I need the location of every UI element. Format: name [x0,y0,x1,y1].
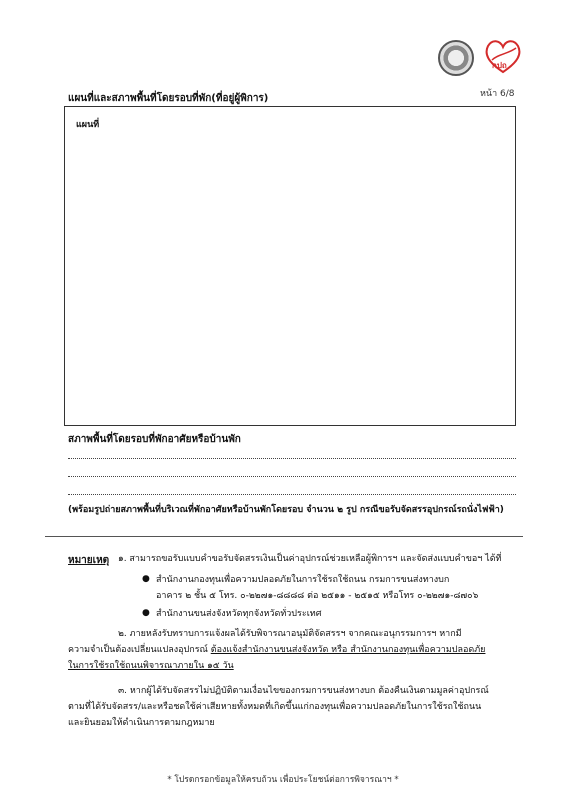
map-box[interactable] [64,106,516,426]
condition-section-title: สภาพพื้นที่โดยรอบที่พักอาศัยหรือบ้านพัก [68,434,241,445]
section-divider [45,536,523,537]
remark-item-3-line-2: ตามที่ได้รับจัดสรร/และหรือชดใช้ค่าเสียหายทั้งหมดที่เกิดขึ้นแก่กองทุนเพื่อความปลอดภัยในการใช้รถใช้ถนน [68,702,482,712]
remark-bullet-1-line-2: อาคาร ๒ ชั้น ๕ โทร. ๐-๒๒๗๑-๘๘๘๘ ต่อ ๒๕๑๑ - ๒๕๑๕ หรือโทร ๐-๒๒๗๑-๘๗๐๖ [156,591,479,601]
remarks-heading: หมายเหตุ [68,555,110,566]
bullet-icon: ● [142,574,150,584]
remark-item-3-line-3: และยินยอมให้ดำเนินการตามกฎหมาย [68,718,215,728]
page-number: หน้า 6/8 [480,89,515,99]
footer-note: * โปรดกรอกข้อมูลให้ครบถ้วน เพื่อประโยชน์ต่อการพิจารณาฯ * [167,775,399,785]
remark-item-2-underlined: ต้องแจ้งสำนักงานขนส่งจังหวัด หรือ สำนักงานกองทุนเพื่อความปลอดภัย [210,645,486,655]
fill-line-3[interactable] [68,494,516,495]
remark-bullet-2: สำนักงานขนส่งจังหวัดทุกจังหวัดทั่วประเทศ [156,609,322,619]
remark-bullet-1-line-1: สำนักงานกองทุนเพื่อความปลอดภัยในการใช้รถใช้ถนน กรมการขนส่งทางบก [156,575,450,585]
remark-item-2-line-1: ๒. ภายหลังรับทราบการแจ้งผลได้รับพิจารณาอนุมัติจัดสรรฯ จากคณะอนุกรรมการฯ หากมี [118,629,462,639]
heart-logo-icon [482,36,524,76]
bullet-icon: ● [142,608,150,618]
remark-item-2-line-3: ในการใช้รถใช้ถนนพิจารณาภายใน ๑๕ วัน [68,661,234,671]
remark-item-2-line-2 [68,644,485,657]
map-section-title: แผนที่และสภาพพื้นที่โดยรอบที่พัก(ที่อยู่ผู้พิการ) [68,93,269,104]
remark-item-2-text: ความจำเป็นต้องเปลี่ยนแปลงอุปกรณ์ [68,645,211,655]
logo-text: กปถ [492,61,507,70]
fill-line-2[interactable] [68,476,516,477]
dlt-seal-logo [438,40,474,76]
fill-line-1[interactable] [68,458,516,459]
map-box-label: แผนที่ [76,120,100,130]
remark-item-3-line-1: ๓. หากผู้ได้รับจัดสรรไม่ปฏิบัติตามเงื่อนไขของกรมการขนส่งทางบก ต้องคืนเงินตามมูลค่าอุปกรณ์ [118,686,489,696]
remark-item-1: ๑. สามารถขอรับแบบคำขอรับจัดสรรเงินเป็นค่าอุปกรณ์ช่วยเหลือผู้พิการฯ และจัดส่งแบบคำขอฯ ได้ที่ [118,554,502,564]
photo-note: (พร้อมรูปถ่ายสภาพพื้นที่บริเวณที่พักอาศัยหรือบ้านพักโดยรอบ จำนวน ๒ รูป กรณีขอรับจัดสรรอุปกรณ์รถนั่งไฟฟ้า) [68,505,504,515]
